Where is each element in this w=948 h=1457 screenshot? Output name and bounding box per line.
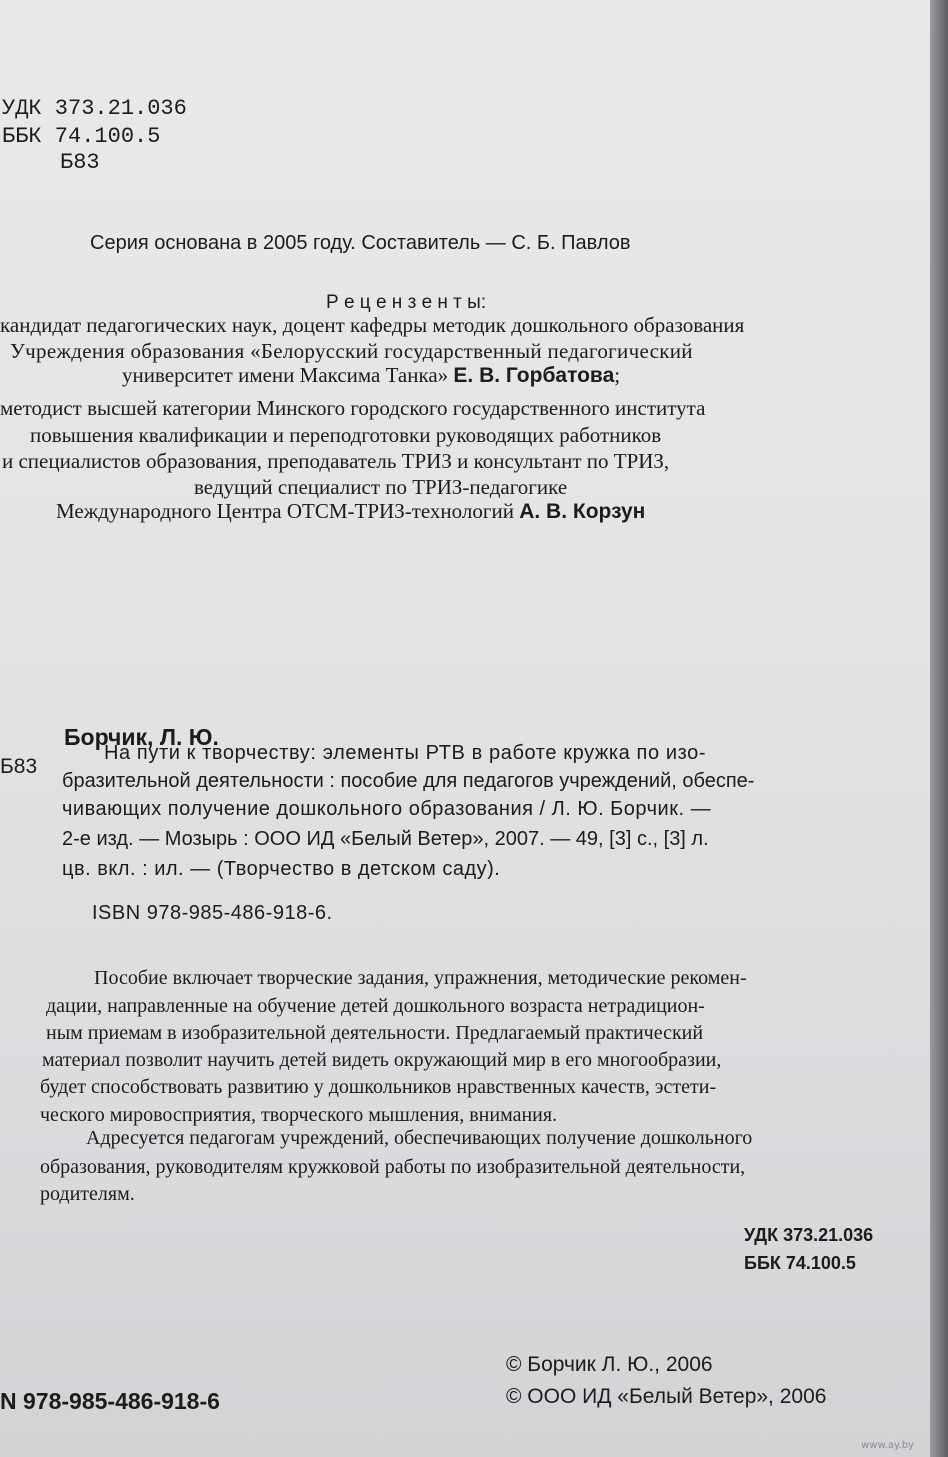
annotation-p1-line-5: будет способствовать развитию у дошкольников нравственных качеств, эстети- (40, 1076, 717, 1098)
reviewer-2-line-4: ведущий специалист по ТРИЗ-педагогике (194, 475, 568, 499)
series-line: Серия основана в 2005 году. Составитель — С. Б. Павлов (90, 232, 631, 254)
annotation-p2-line-3: родителям. (40, 1183, 135, 1205)
catalog-author-mark: Б83 (0, 755, 38, 778)
annotation-p2-line-1: Адресуется педагогам учреждений, обеспечивающих получение дошкольного (86, 1127, 753, 1149)
isbn-bottom: N 978-985-486-918-6 (0, 1388, 220, 1414)
reviewer-2-affiliation: Международного Центра ОТСМ-ТРИЗ-технологий (56, 499, 514, 523)
catalog-line-3: чивающих получение дошкольного образования / Л. Ю. Борчик. — (62, 798, 712, 820)
page-edge (930, 0, 948, 1457)
annotation-p1-line-2: дации, направленные на обучение детей дошкольного возраста нетрадицион- (46, 995, 705, 1017)
copyright-author: © Борчик Л. Ю., 2006 (506, 1353, 713, 1376)
copyright-publisher: © ООО ИД «Белый Ветер», 2006 (506, 1385, 827, 1408)
reviewer-2-name: А. В. Корзун (519, 500, 646, 523)
bbk-code-bottom: ББК 74.100.5 (744, 1253, 856, 1273)
catalog-line-4: 2-е изд. — Мозырь : ООО ИД «Белый Ветер», 2007. — 49, [3] с., [3] л. (62, 828, 709, 850)
annotation-p1-line-1: Пособие включает творческие задания, упражнения, методические рекомен- (94, 967, 747, 989)
annotation-p1-line-6: ческого мировосприятия, творческого мышления, внимания. (40, 1104, 558, 1126)
udk-code-bottom: УДК 373.21.036 (744, 1225, 874, 1245)
annotation-p1-line-3: ным приемам в изобразительной деятельности. Предлагаемый практический (46, 1022, 704, 1044)
catalog-line-1: На пути к творчеству: элементы РТВ в работе кружка по изо- (104, 742, 707, 764)
catalog-line-5: цв. вкл. : ил. — (Творчество в детском саду). (62, 858, 501, 880)
annotation-p1-line-4: материал позволит научить детей видеть окружающий мир в его многообразии, (42, 1049, 722, 1071)
reviewer-1-line-1: кандидат педагогических наук, доцент кафедры методик дошкольного образования (0, 313, 745, 337)
bbk-code-top: ББК 74.100.5 (2, 124, 161, 149)
reviewer-2-line-3: и специалистов образования, преподаватель ТРИЗ и консультант по ТРИЗ, (2, 449, 670, 473)
catalog-author-heading: Борчик, Л. Ю. (64, 724, 219, 750)
reviewer-2-line-5 (56, 498, 645, 525)
reviewers-heading: Р е ц е н з е н т ы: (326, 292, 487, 313)
reviewer-1-name: Е. В. Горбатова (453, 364, 615, 387)
annotation-p2-line-2: образования, руководителям кружковой работы по изобразительной деятельности, (40, 1156, 746, 1178)
udk-code-top: УДК 373.21.036 (2, 96, 187, 121)
catalog-line-2: бразительной деятельности : пособие для педагогов учреждений, обеспе- (62, 770, 755, 792)
reviewer-1-separator: ; (614, 363, 621, 387)
reviewer-1-line-3 (122, 362, 620, 389)
reviewer-1-affiliation: университет имени Максима Танка» (122, 363, 449, 387)
reviewer-2-line-2: повышения квалификации и переподготовки руководящих работников (30, 423, 662, 447)
reviewer-2-line-1: методист высшей категории Минского городского государственного института (0, 396, 706, 420)
author-mark-top: Б83 (60, 150, 100, 175)
catalog-isbn: ISBN 978-985-486-918-6. (92, 902, 333, 924)
reviewer-1-line-2: Учреждения образования «Белорусский государственный педагогический (10, 339, 693, 363)
watermark: www.ay.by (861, 1440, 914, 1451)
